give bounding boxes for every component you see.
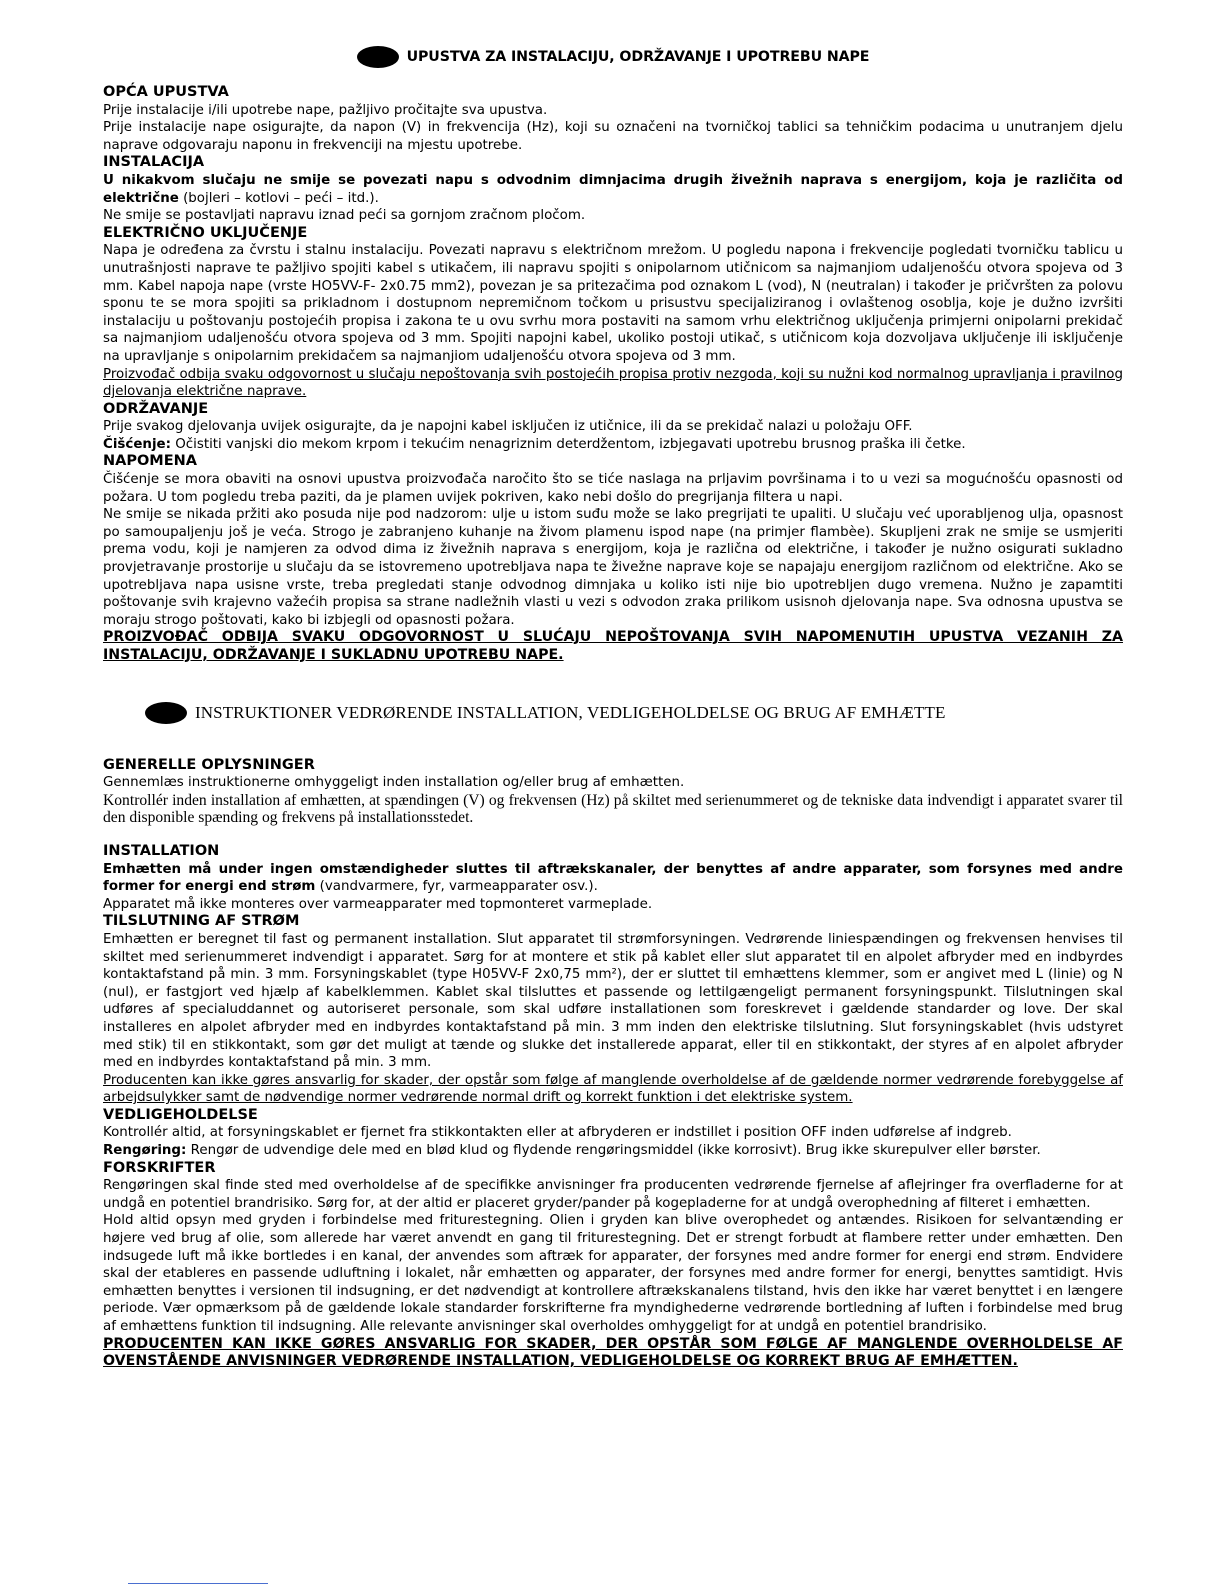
- dk-title-row: [145, 699, 1123, 727]
- hr-installation-rest: (bojleri – kotlovi – peći – itd.).: [178, 190, 379, 206]
- hr-installation-p1: [103, 172, 1123, 207]
- hr-electric-disclaimer: Proizvođač odbija svaku odgovornost u slučaju nepoštovanja svih postojećih propisa protiv nezgoda, koji su nužni kod normalnog upravljanja i pravilnog djelovanja električne naprave.: [103, 366, 1123, 400]
- hr-cleaning-p: [103, 436, 1123, 454]
- dk-general-p2: Kontrollér inden installation af emhætten, at spændingen (V) og frekvensen (Hz) på skiltet med serienummeret og de tekniske data indvendigt i apparatet svarer til den disponible spænding og frekvens på installationsstedet.: [103, 791, 1123, 827]
- dk-power-disclaimer: Producenten kan ikke gøres ansvarlig for skader, der opstår som følge af manglende overholdelse af de gældende normer vedrørende forebyggelse af arbejdsulykker samt de nødvendige normer vedrørende normal drift og korrekt funktion i det elektriske system.: [103, 1072, 1123, 1106]
- dk-general-heading: GENERELLE OPLYSNINGER: [103, 756, 315, 773]
- language-flag-icon: [357, 46, 399, 68]
- dk-maintenance-p1: Kontrollér altid, at forsyningskablet er fjernet fra stikkontakten eller at afbryderen er indstillet i position OFF inden udførelse af indgreb.: [103, 1125, 1012, 1141]
- dk-title: INSTRUKTIONER VEDRØRENDE INSTALLATION, VEDLIGEHOLDELSE OG BRUG AF EMHÆTTE: [195, 702, 946, 722]
- dk-installation-rest: (vandvarmere, fyr, varmeapparater osv.).: [315, 879, 598, 895]
- hr-maintenance-p1: Prije svakog djelovanja uvijek osigurajte, da je napojni kabel isključen iz utičnice, ili da se prekidač nalazi u položaju OFF.: [103, 419, 913, 435]
- hr-final-warning: PROIZVOĐAČ ODBIJA SVAKU ODGOVORNOST U SLUĆAJU NEPOŠTOVANJA SVIH NAPOMENUTIH UPUSTVA VEZANIH ZA INSTALACIJU, ODRŽAVANJE I SUKLADNU UPOTREBU NAPE.: [103, 629, 1123, 663]
- document-page: [103, 44, 1123, 1371]
- dk-power-heading: TILSLUTNING AF STRØM: [103, 913, 300, 930]
- hr-cleaning-label: Čišćenje:: [103, 436, 171, 452]
- dk-maintenance-heading: VEDLIGEHOLDELSE: [103, 1106, 258, 1123]
- dk-installation-bold: Emhætten må under ingen omstændigheder sluttes til aftrækskanaler, der benyttes af andre apparater, som forsynes med andre former for energi end strøm: [103, 861, 1123, 895]
- hr-title-row: [103, 44, 1123, 70]
- hr-installation-bold: U nikakvom slučaju ne smije se povezati napu s odvodnim dimnjacima drugih živežnih naprava s energijom, koja je različita od električne: [103, 172, 1123, 206]
- hr-installation-p2: Ne smije se postavljati napravu iznad peći sa gornjom zračnom pločom.: [103, 208, 586, 224]
- hr-installation-heading: INSTALACIJA: [103, 154, 205, 171]
- hr-cleaning-text: Očistiti vanjski dio mekom krpom i tekućim nenagriznim deterdžentom, izbjegavati upotrebu brusnog praška ili četke.: [170, 436, 966, 452]
- hr-general-p2: Prije instalacije nape osigurajte, da napon (V) in frekvencija (Hz), koji su označeni na tvorničkoj tablici sa tehničkim podacima u unutranjem djelu naprave odgovaraju naponu in frekvenciji na mjestu upotrebe.: [103, 120, 1123, 153]
- hr-notes-p2: Ne smije se nikada pržiti ako posuda nije pod nadzorom: ulje u istom suđu može se lako pregrijati te upaliti. U slučaju već uporabljenog ulja, opasnost po samoupaljenju još je veća. Strogo je zabranjeno kuhanje na živom plamenu ispod nape (na primjer flambèe). Skupljeni zrak ne smije se usmjeriti prema vodu, koji je namjeren za odvod dima iz živežnih naprava s energijom, koja je različna od električne, i također je nužno osigurati sukladno provjetravanje prostorije u slučaju da se istovremeno upotrebljava napa te živežne naprave koje se napajaju energijom različnom od električne. Ako se upotrebljava napa usisne vrste, treba pregledati stanje odvodnog dimnjaka u koliko isti nije bio upotrebljen dugo vremena. Nužno je zapamtiti poštovanje svih krajevno važećih propisa sa strane nadležnih vlasti u vezi s odvodon zraka prilikom usisnoh djelovanja nape. Sva odnosna upustva se moraju strogo poštovati, kako bi izbjegli od opasnosti požara.: [103, 507, 1123, 628]
- dk-general-p1: Gennemlæs instruktionerne omhyggeligt inden installation og/eller brug af emhætten.: [103, 775, 685, 791]
- hr-electric-heading: ELEKTRIČNO UKLJUČENJE: [103, 224, 308, 241]
- dk-installation-p1: [103, 861, 1123, 896]
- hr-maintenance-heading: ODRŽAVANJE: [103, 400, 209, 417]
- dk-rules-p2: Hold altid opsyn med gryden i forbindelse med friturestegning. Olien i gryden kan blive overophedet og antændes. Risikoen for selvantænding er højere ved brug af olie, som allerede har været anvendt en gang til friturestegning. Det er strengt forbudt at flambere retter under emhætten. Den indsugede luft må ikke bortledes i en kanal, der anvendes som aftræk for apparater, der forsynes med andre former for energi end strøm. Endvidere skal der etableres en passende udluftning i lokalet, når emhætten og apparater, der forsynes med andre former for energi, benyttes samtidigt. Hvis emhætten benyttes i versionen til indsugning, er det nødvendigt at kontrollere aftrækskanalens tilstand, hvis den ikke har været benyttet i en længere periode. Vær opmærksom på de gældende lokale standarder forskrifterne fra myndighederne vedrørende bortledning af luften i forbindelse med brug af emhættens funktion til indsugning. Alle relevante anvisninger skal overholdes omhyggeligt for at undgå en potentiel brandrisiko.: [103, 1213, 1123, 1334]
- footer-link-underline: [128, 1583, 268, 1584]
- language-flag-icon: [145, 702, 187, 724]
- dk-final-warning: PRODUCENTEN KAN IKKE GØRES ANSVARLIG FOR SKADER, DER OPSTÅR SOM FØLGE AF MANGLENDE OVERHOLDELSE AF OVENSTÅENDE ANVISNINGER VEDRØRENDE INSTALLATION, VEDLIGEHOLDELSE OG KORREKT BRUG AF EMHÆTTEN.: [103, 1335, 1123, 1370]
- hr-electric-p1: Napa je određena za čvrstu i stalnu instalaciju. Povezati napravu s električnom mrežom. U pogledu napona i frekvencije pogledati tvorničku tablicu u unutrašnjosti naprave te pažljivo spojiti kabel s utikačem, ili napravu spojiti s onipolarnom utičnicom sa najmanjiom udaljenošću otvora spojeva od 3 mm. Kabel napoja nape (vrste HO5VV-F- 2x0.75 mm2), povezan je sa pritezačima pod oznakom L (vod), N (neutralan) i također je pričvršten za polovu sponu te se mora spojiti sa prikladnom i dostupnom nepremičnom točkom u prisustvu specijaliziranog i ovlaštenog osoblja, koje je dužno izvršiti instalaciju u poštovanju postojećih propisa i zakona te u ovu svrhu mora postaviti na samom vrhu električnog uključenja primjerni onipolarni prekidač sa najmanjiom udaljenošću otvora spojeva od 3 mm. Spojiti napojni kabel, ukoliko postoji utikač, s utičnicom koja dozvoljava uključenje ili isključenje na upravljanje s onipolarnim prekidačem sa najmanjiom udaljenošću otvora spojeva od 3 mm.: [103, 243, 1123, 364]
- dk-rules-p1: Rengøringen skal finde sted med overholdelse af de specifikke anvisninger fra producenten vedrørende fjernelse af aflejringer fra overfladerne for at undgå en potentiel brandrisiko. Sørg for, at der altid er placeret gryder/pander på kogepladerne for at undgå overophedning af filteret i emhætten.: [103, 1178, 1123, 1211]
- dk-installation-p2: Apparatet må ikke monteres over varmeapparater med topmonteret varmeplade.: [103, 896, 653, 912]
- dk-rules-heading: FORSKRIFTER: [103, 1159, 216, 1176]
- dk-cleaning-text: Rengør de udvendige dele med en blød klud og flydende rengøringsmiddel (ikke korrosivt). Brug ikke skurepulver eller børster.: [186, 1143, 1041, 1159]
- hr-notes-p1: Čišćenje se mora obaviti na osnovi upustva proizvođača naročito što se tiće naslaga na prljavim površinama i to u vezi sa mogućnošću opasnosti od požara. U tom pogledu treba paziti, da je plamen uvijek pokriven, kako nebi došlo do pregrijanja filtera u napi.: [103, 472, 1123, 505]
- hr-general-heading: OPĆA UPUSTVA: [103, 84, 229, 100]
- dk-installation-heading: INSTALLATION: [103, 842, 220, 859]
- hr-general-p1: Prije instalacije i/ili upotrebe nape, pažljivo pročitajte sva upustva.: [103, 102, 548, 118]
- hr-notes-heading: NAPOMENA: [103, 453, 198, 470]
- dk-cleaning-p: [103, 1142, 1123, 1160]
- dk-cleaning-label: Rengøring:: [103, 1143, 187, 1159]
- hr-title: UPUSTVA ZA INSTALACIJU, ODRŽAVANJE I UPOTREBU NAPE: [406, 49, 870, 65]
- dk-power-p1: Emhætten er beregnet til fast og permanent installation. Slut apparatet til strømforsyningen. Vedrørende liniespændingen og frekvensen henvises til skiltet med serienummeret indvendigt i apparatet. Sørg for at montere et stik på kablet eller slut apparatet til en alpolet afbryder med en indbyrdes kontaktafstand på min. 3 mm. Forsyningskablet (type H05VV-F 2x0,75 mm²), der er sluttet til emhættens klemmer, som er angivet med L (linie) og N (nul), er fastgjort ved hjælp af kabelklemmen. Kablet skal tilsluttes et passende og lettilgængeligt permanent forsyningspunkt. Tilslutningen skal udføres af specialuddannet og autoriseret personale, som skal udføre installationen som foreskrevet i gældende standarder og love. Der skal installeres en alpolet afbryder med en indbyrdes kontaktafstand på min. 3 mm inden den elektriske tilslutning. Slut forsyningskablet (hvis udstyret med stik) til en stikkontakt, som gør det muligt at tænde og slukke det installerede apparat, eller til en stikkontakt, der styres af en alpolet afbryder med en indbyrdes kontaktafstand på min. 3 mm.: [103, 931, 1123, 1071]
